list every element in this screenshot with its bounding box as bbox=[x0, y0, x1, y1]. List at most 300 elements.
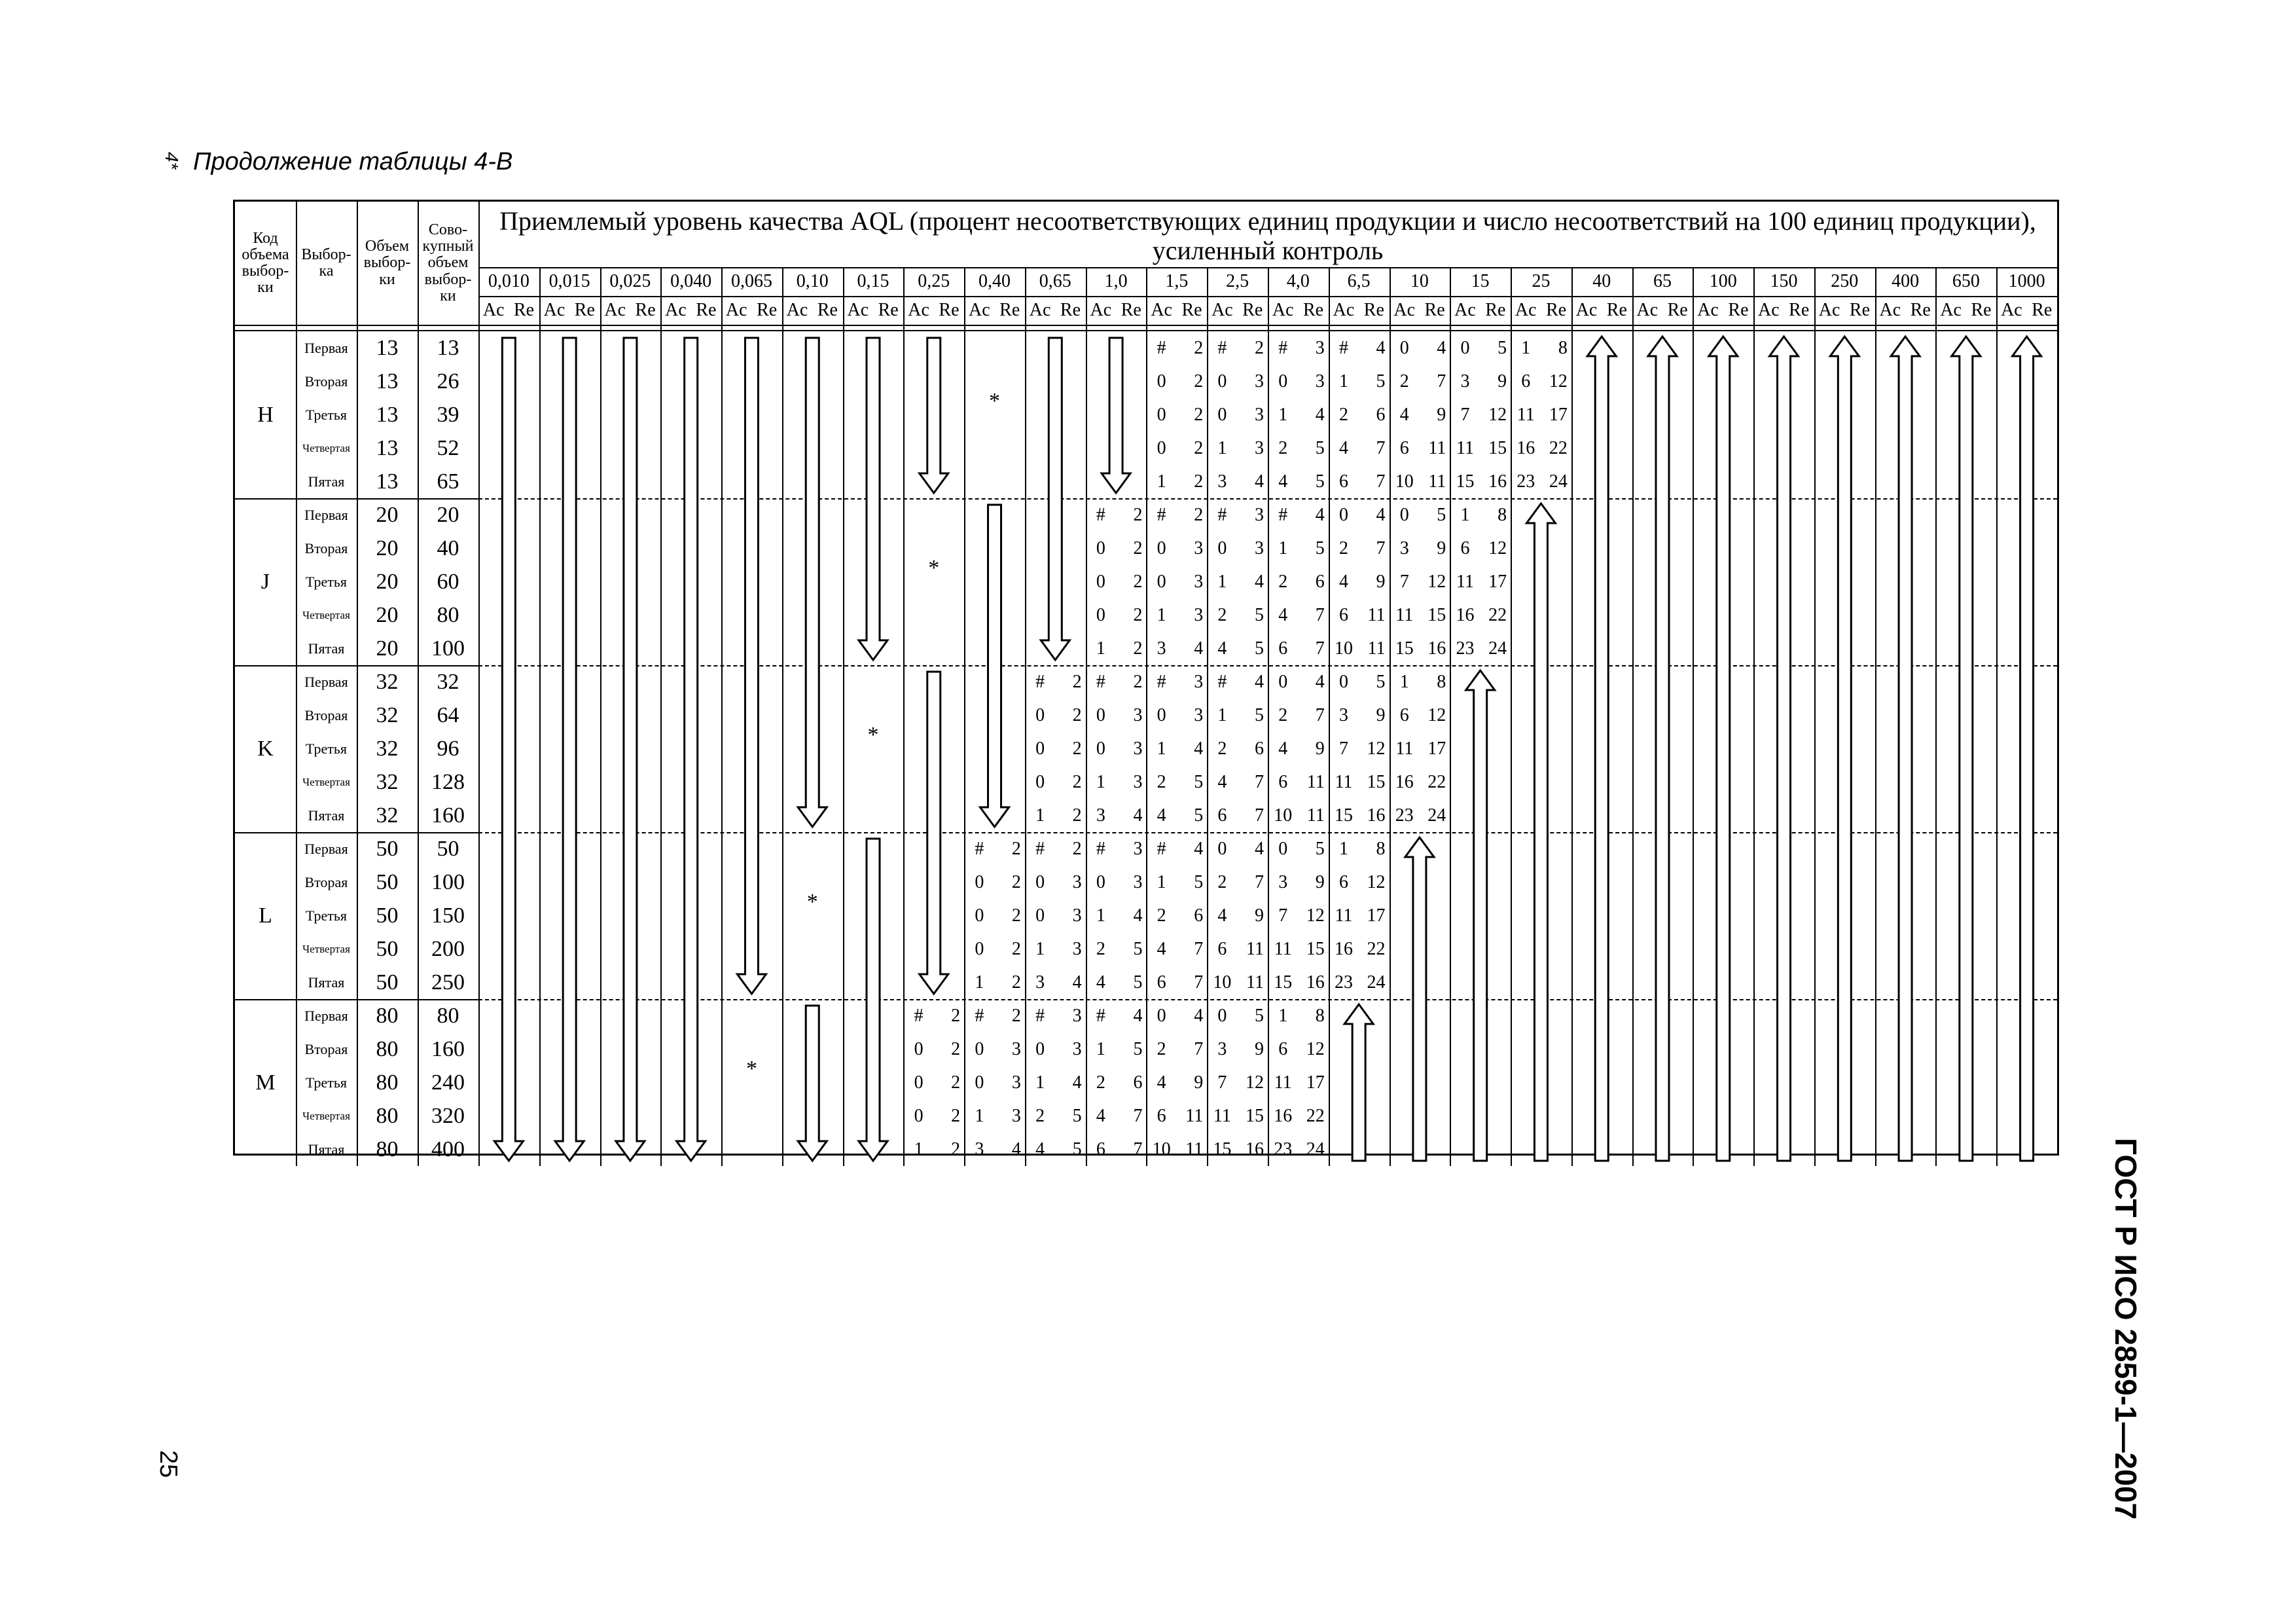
cumulative-size: 40 bbox=[437, 536, 459, 560]
aql-level-2: 0,025 bbox=[609, 271, 651, 292]
rejection-number: 3 bbox=[1194, 704, 1204, 725]
acceptance-number: 2 bbox=[1157, 1038, 1166, 1059]
rejection-number: 4 bbox=[1194, 838, 1204, 859]
acceptance-number: 0 bbox=[975, 938, 984, 959]
acceptance-number: # bbox=[1157, 838, 1166, 859]
rejection-number: 7 bbox=[1315, 704, 1325, 725]
acceptance-number: 1 bbox=[975, 1105, 984, 1126]
sampling-plan-table bbox=[233, 200, 2059, 1161]
sample-size: 20 bbox=[376, 602, 399, 627]
ac-label: Ac bbox=[604, 300, 626, 320]
acceptance-number: 11 bbox=[1274, 1072, 1292, 1093]
acceptance-number: 1 bbox=[1096, 905, 1105, 926]
acceptance-number: 10 bbox=[1334, 638, 1353, 659]
ac-label: Ac bbox=[1151, 300, 1172, 320]
acceptance-number: 4 bbox=[1157, 1072, 1166, 1093]
rejection-number: 4 bbox=[1133, 905, 1143, 926]
rejection-number: 9 bbox=[1315, 871, 1325, 892]
rejection-number: 8 bbox=[1437, 671, 1446, 692]
acceptance-number: 3 bbox=[1217, 1038, 1227, 1059]
rejection-number: 7 bbox=[1376, 538, 1386, 558]
rejection-number: 8 bbox=[1376, 838, 1386, 859]
rejection-number: 7 bbox=[1194, 972, 1204, 993]
arrow-down-icon bbox=[555, 338, 584, 1161]
rejection-number: 22 bbox=[1427, 771, 1446, 792]
acceptance-number: 2 bbox=[1096, 938, 1105, 959]
rejection-number: 2 bbox=[951, 1005, 961, 1026]
acceptance-number: 11 bbox=[1395, 738, 1414, 759]
rejection-number: 5 bbox=[1072, 1139, 1082, 1159]
acceptance-number: 3 bbox=[1460, 371, 1470, 392]
acceptance-number: # bbox=[1035, 838, 1045, 859]
acceptance-number: 1 bbox=[1460, 504, 1470, 525]
cumulative-size: 150 bbox=[431, 903, 465, 928]
cumulative-size: 128 bbox=[431, 769, 465, 794]
rejection-number: 9 bbox=[1437, 538, 1446, 558]
acceptance-number: 0 bbox=[975, 871, 984, 892]
sample-name: Четвертая bbox=[302, 441, 350, 454]
cumulative-size: 32 bbox=[437, 669, 459, 694]
rejection-number: 16 bbox=[1306, 972, 1325, 993]
sample-name: Четвертая bbox=[302, 775, 350, 788]
rejection-number: 24 bbox=[1367, 972, 1386, 993]
acceptance-number: 0 bbox=[975, 1072, 984, 1093]
sample-size: 80 bbox=[376, 1103, 399, 1128]
sample-size: 80 bbox=[376, 1137, 399, 1161]
ac-label: Ac bbox=[969, 300, 990, 320]
rejection-number: 2 bbox=[1133, 538, 1143, 558]
sample-size: 13 bbox=[376, 402, 399, 427]
header-cum-label: Сово-купный объем выбор-ки bbox=[422, 221, 474, 304]
ac-label: Ac bbox=[908, 300, 929, 320]
acceptance-number: 2 bbox=[1157, 771, 1166, 792]
ac-label: Ac bbox=[1333, 300, 1355, 320]
cumulative-size: 13 bbox=[437, 335, 459, 360]
sample-size: 50 bbox=[376, 970, 399, 994]
re-label: Re bbox=[817, 300, 838, 320]
rejection-number: 2 bbox=[1194, 504, 1204, 525]
acceptance-number: 0 bbox=[1035, 738, 1045, 759]
re-label: Re bbox=[1849, 300, 1871, 320]
acceptance-number: 6 bbox=[1096, 1139, 1105, 1159]
acceptance-number: 0 bbox=[1035, 871, 1045, 892]
acceptance-number: 4 bbox=[1096, 1105, 1105, 1126]
acceptance-number: # bbox=[975, 1005, 984, 1026]
rejection-number: 16 bbox=[1427, 638, 1446, 659]
rejection-number: 2 bbox=[1133, 638, 1143, 659]
rejection-number: 24 bbox=[1306, 1139, 1325, 1159]
acceptance-number: # bbox=[1096, 838, 1105, 859]
rejection-number: 4 bbox=[1315, 404, 1325, 425]
rejection-number: 5 bbox=[1133, 1038, 1143, 1059]
rejection-number: 2 bbox=[1194, 471, 1204, 492]
acceptance-number: 0 bbox=[1035, 771, 1045, 792]
rejection-number: 4 bbox=[1376, 504, 1386, 525]
rejection-number: 11 bbox=[1306, 771, 1325, 792]
rejection-number: 3 bbox=[1072, 871, 1082, 892]
rejection-number: 12 bbox=[1306, 1038, 1325, 1059]
acceptance-number: 6 bbox=[1217, 938, 1227, 959]
rejection-number: 2 bbox=[1011, 905, 1021, 926]
acceptance-number: 10 bbox=[1152, 1139, 1171, 1159]
acceptance-number: 0 bbox=[1035, 704, 1045, 725]
acceptance-number: 0 bbox=[914, 1105, 924, 1126]
arrow-down-icon bbox=[616, 338, 645, 1161]
rejection-number: 4 bbox=[1254, 671, 1264, 692]
arrow-down-icon bbox=[980, 505, 1009, 827]
cumulative-size: 80 bbox=[437, 602, 459, 627]
acceptance-number: 4 bbox=[1157, 805, 1166, 826]
acceptance-number: # bbox=[1278, 504, 1288, 525]
rejection-number: 5 bbox=[1194, 805, 1204, 826]
re-label: Re bbox=[878, 300, 899, 320]
cumulative-size: 96 bbox=[437, 736, 459, 761]
sample-size-code: K bbox=[257, 736, 274, 761]
arrow-up-icon bbox=[1587, 337, 1616, 1161]
ac-label: Ac bbox=[1636, 300, 1659, 320]
arrow-down-icon bbox=[494, 338, 523, 1161]
sample-size: 20 bbox=[376, 502, 399, 527]
aql-level-1: 0,015 bbox=[548, 271, 590, 292]
rejection-number: 3 bbox=[1072, 1038, 1082, 1059]
sample-size-code: H bbox=[257, 402, 274, 427]
arrow-up-icon bbox=[1466, 670, 1495, 1161]
rejection-number: 22 bbox=[1549, 437, 1568, 458]
re-label: Re bbox=[635, 300, 656, 320]
acceptance-number: 23 bbox=[1516, 471, 1535, 492]
acceptance-number: 6 bbox=[1278, 771, 1288, 792]
cumulative-size: 39 bbox=[437, 402, 459, 427]
rejection-number: 8 bbox=[1558, 337, 1568, 358]
rejection-number: 15 bbox=[1427, 604, 1446, 625]
acceptance-number: 1 bbox=[1338, 838, 1348, 859]
sample-size-code: M bbox=[255, 1070, 276, 1095]
ac-label: Ac bbox=[1758, 300, 1780, 320]
cumulative-size: 320 bbox=[431, 1103, 465, 1128]
acceptance-number: 0 bbox=[975, 905, 984, 926]
acceptance-number: 1 bbox=[1399, 671, 1409, 692]
acceptance-number: 2 bbox=[1217, 871, 1227, 892]
sample-size: 13 bbox=[376, 369, 399, 393]
rejection-number: 5 bbox=[1376, 371, 1386, 392]
acceptance-number: 7 bbox=[1217, 1072, 1227, 1093]
acceptance-number: 2 bbox=[1338, 538, 1348, 558]
acceptance-number: 4 bbox=[1217, 905, 1227, 926]
acceptance-number: 1 bbox=[1521, 337, 1531, 358]
aql-level-17: 25 bbox=[1532, 271, 1551, 292]
rejection-number: 4 bbox=[1194, 1005, 1204, 1026]
acceptance-number: 3 bbox=[1035, 972, 1045, 993]
rejection-number: 12 bbox=[1549, 371, 1568, 392]
arrow-down-icon bbox=[677, 338, 706, 1161]
acceptance-number: 0 bbox=[1338, 671, 1348, 692]
rejection-number: 2 bbox=[1133, 604, 1143, 625]
rejection-number: 8 bbox=[1498, 504, 1507, 525]
acceptance-number: 23 bbox=[1274, 1139, 1293, 1159]
no-plan-star: * bbox=[928, 556, 940, 581]
acceptance-number: 4 bbox=[1157, 938, 1166, 959]
cumulative-size: 50 bbox=[437, 836, 459, 861]
rejection-number: 3 bbox=[1133, 771, 1143, 792]
arrow-up-icon bbox=[1709, 337, 1738, 1161]
rejection-number: 3 bbox=[1194, 538, 1204, 558]
re-label: Re bbox=[574, 300, 595, 320]
sample-name: Четвертая bbox=[302, 942, 350, 955]
acceptance-number: 1 bbox=[1217, 571, 1227, 592]
aql-level-13: 4,0 bbox=[1286, 271, 1310, 292]
rejection-number: 7 bbox=[1194, 938, 1204, 959]
rejection-number: 2 bbox=[1072, 704, 1082, 725]
rejection-number: 5 bbox=[1133, 972, 1143, 993]
aql-level-12: 2,5 bbox=[1226, 271, 1249, 292]
re-label: Re bbox=[514, 300, 535, 320]
rejection-number: 11 bbox=[1246, 938, 1264, 959]
rejection-number: 3 bbox=[1254, 371, 1264, 392]
sample-name: Вторая bbox=[304, 539, 348, 556]
ac-label: Ac bbox=[1818, 300, 1840, 320]
aql-level-25: 1000 bbox=[2008, 271, 2045, 292]
rejection-number: 6 bbox=[1194, 905, 1204, 926]
no-plan-star: * bbox=[867, 723, 879, 748]
acceptance-number: 15 bbox=[1456, 471, 1475, 492]
sample-name: Вторая bbox=[304, 706, 348, 723]
acceptance-number: 0 bbox=[1035, 905, 1045, 926]
aql-level-7: 0,25 bbox=[918, 271, 950, 292]
rejection-number: 17 bbox=[1488, 571, 1507, 592]
aql-level-24: 650 bbox=[1952, 271, 1980, 292]
header-size-label: Объем выбор-ки bbox=[363, 238, 411, 288]
header-sample-label: Выбор-ка bbox=[301, 246, 351, 280]
rejection-number: 2 bbox=[1194, 337, 1204, 358]
acceptance-number: 3 bbox=[975, 1139, 984, 1159]
rejection-number: 7 bbox=[1194, 1038, 1204, 1059]
ac-label: Ac bbox=[1575, 300, 1598, 320]
rejection-number: 2 bbox=[951, 1038, 961, 1059]
rejection-number: 16 bbox=[1488, 471, 1507, 492]
acceptance-number: 16 bbox=[1274, 1105, 1293, 1126]
acceptance-number: 3 bbox=[1096, 805, 1105, 826]
sample-size: 13 bbox=[376, 435, 399, 460]
acceptance-number: 23 bbox=[1395, 805, 1414, 826]
ac-label: Ac bbox=[1454, 300, 1476, 320]
ac-label: Ac bbox=[665, 300, 687, 320]
rejection-number: 5 bbox=[1254, 604, 1264, 625]
no-plan-star: * bbox=[745, 1057, 757, 1082]
rejection-number: 7 bbox=[1315, 638, 1325, 659]
rejection-number: 3 bbox=[1254, 437, 1264, 458]
rejection-number: 2 bbox=[1254, 337, 1264, 358]
rejection-number: 2 bbox=[1133, 671, 1143, 692]
acceptance-number: 1 bbox=[1157, 738, 1166, 759]
sample-name: Первая bbox=[304, 1007, 348, 1024]
rejection-number: 5 bbox=[1254, 638, 1264, 659]
acceptance-number: 0 bbox=[1157, 571, 1166, 592]
arrow-up-icon bbox=[1648, 337, 1677, 1161]
acceptance-number: 0 bbox=[1399, 337, 1409, 358]
rejection-number: 7 bbox=[1254, 871, 1264, 892]
aql-level-14: 6,5 bbox=[1347, 271, 1371, 292]
rejection-number: 7 bbox=[1437, 371, 1446, 392]
arrow-up-icon bbox=[1770, 337, 1799, 1161]
rejection-number: 6 bbox=[1254, 738, 1264, 759]
rejection-number: 7 bbox=[1133, 1139, 1143, 1159]
rejection-number: 5 bbox=[1437, 504, 1446, 525]
acceptance-number: # bbox=[1217, 337, 1227, 358]
rejection-number: 2 bbox=[1011, 972, 1021, 993]
rejection-number: 4 bbox=[1133, 805, 1143, 826]
acceptance-number: 16 bbox=[1334, 938, 1353, 959]
arrow-down-icon bbox=[1102, 338, 1130, 493]
acceptance-number: 10 bbox=[1274, 805, 1293, 826]
rejection-number: 2 bbox=[1072, 738, 1082, 759]
re-label: Re bbox=[1242, 300, 1263, 320]
rejection-number: 5 bbox=[1376, 671, 1386, 692]
rejection-number: 17 bbox=[1549, 404, 1568, 425]
cumulative-size: 60 bbox=[437, 569, 459, 594]
sample-name: Первая bbox=[304, 506, 348, 523]
sample-name: Пятая bbox=[308, 473, 345, 490]
rejection-number: 7 bbox=[1254, 805, 1264, 826]
aql-level-9: 0,65 bbox=[1039, 271, 1071, 292]
acceptance-number: 1 bbox=[1217, 704, 1227, 725]
rejection-number: 15 bbox=[1488, 437, 1507, 458]
acceptance-number: 4 bbox=[1096, 972, 1105, 993]
rejection-number: 4 bbox=[1376, 337, 1386, 358]
sample-size: 32 bbox=[376, 769, 399, 794]
rejection-number: 2 bbox=[1011, 838, 1021, 859]
rejection-number: 24 bbox=[1549, 471, 1568, 492]
acceptance-number: 1 bbox=[1338, 371, 1348, 392]
arrow-up-icon bbox=[1891, 337, 1920, 1161]
rejection-number: 5 bbox=[1194, 771, 1204, 792]
ac-label: Ac bbox=[725, 300, 747, 320]
arrow-up-icon bbox=[1405, 837, 1434, 1161]
acceptance-number: 2 bbox=[1278, 571, 1288, 592]
sample-size: 50 bbox=[376, 869, 399, 894]
rejection-number: 2 bbox=[1011, 938, 1021, 959]
rejection-number: 4 bbox=[1072, 972, 1082, 993]
aql-level-11: 1,5 bbox=[1165, 271, 1189, 292]
acceptance-number: 6 bbox=[1399, 437, 1409, 458]
sample-size: 80 bbox=[376, 1003, 399, 1028]
acceptance-number: 6 bbox=[1157, 1105, 1166, 1126]
acceptance-number: 0 bbox=[1157, 371, 1166, 392]
rejection-number: 7 bbox=[1376, 471, 1386, 492]
rejection-number: 12 bbox=[1367, 871, 1386, 892]
acceptance-number: 0 bbox=[1278, 371, 1288, 392]
rejection-number: 11 bbox=[1185, 1105, 1204, 1126]
arrow-down-icon bbox=[798, 1006, 827, 1161]
acceptance-number: # bbox=[1217, 671, 1227, 692]
acceptance-number: 0 bbox=[1157, 437, 1166, 458]
rejection-number: 3 bbox=[1315, 371, 1325, 392]
arrow-up-icon bbox=[2013, 337, 2041, 1161]
rejection-number: 9 bbox=[1315, 738, 1325, 759]
rejection-number: 4 bbox=[1011, 1139, 1021, 1159]
continuation-star-mark: 4* bbox=[162, 152, 182, 170]
cumulative-size: 52 bbox=[437, 435, 459, 460]
acceptance-number: 4 bbox=[1217, 771, 1227, 792]
sample-name: Первая bbox=[304, 339, 348, 356]
rejection-number: 17 bbox=[1367, 905, 1386, 926]
re-label: Re bbox=[1910, 300, 1931, 320]
acceptance-number: # bbox=[975, 838, 984, 859]
ac-label: Ac bbox=[786, 300, 808, 320]
cumulative-size: 100 bbox=[431, 636, 465, 661]
rejection-number: 22 bbox=[1488, 604, 1507, 625]
acceptance-number: 1 bbox=[1157, 604, 1166, 625]
sample-size: 50 bbox=[376, 903, 399, 928]
cumulative-size: 64 bbox=[437, 702, 459, 727]
acceptance-number: 6 bbox=[1338, 471, 1348, 492]
ac-label: Ac bbox=[1697, 300, 1719, 320]
rejection-number: 3 bbox=[1072, 905, 1082, 926]
acceptance-number: 2 bbox=[1278, 437, 1288, 458]
acceptance-number: 0 bbox=[1217, 404, 1227, 425]
ac-label: Ac bbox=[1515, 300, 1537, 320]
header-code-label: Код объема выбор-ки bbox=[242, 229, 289, 297]
rejection-number: 11 bbox=[1428, 471, 1446, 492]
acceptance-number: 0 bbox=[1338, 504, 1348, 525]
rejection-number: 12 bbox=[1306, 905, 1325, 926]
acceptance-number: 1 bbox=[1035, 938, 1045, 959]
rejection-number: 12 bbox=[1488, 538, 1507, 558]
rejection-number: 5 bbox=[1194, 871, 1204, 892]
rejection-number: 3 bbox=[1011, 1072, 1021, 1093]
sample-name: Вторая bbox=[304, 1040, 348, 1057]
rejection-number: 11 bbox=[1185, 1139, 1204, 1159]
acceptance-number: 1 bbox=[1217, 437, 1227, 458]
cumulative-size: 400 bbox=[431, 1137, 465, 1161]
rejection-number: 22 bbox=[1367, 938, 1386, 959]
acceptance-number: 11 bbox=[1213, 1105, 1231, 1126]
sample-size: 50 bbox=[376, 936, 399, 961]
rejection-number: 6 bbox=[1376, 404, 1386, 425]
re-label: Re bbox=[1121, 300, 1141, 320]
arrow-up-icon bbox=[1526, 503, 1555, 1161]
rejection-number: 3 bbox=[1254, 504, 1264, 525]
acceptance-number: 0 bbox=[1278, 671, 1288, 692]
acceptance-number: 15 bbox=[1334, 805, 1353, 826]
acceptance-number: 11 bbox=[1395, 604, 1414, 625]
acceptance-number: 4 bbox=[1278, 604, 1288, 625]
acceptance-number: 15 bbox=[1213, 1139, 1232, 1159]
cumulative-size: 26 bbox=[437, 369, 459, 393]
rejection-number: 9 bbox=[1254, 1038, 1264, 1059]
acceptance-number: 1 bbox=[975, 972, 984, 993]
rejection-number: 9 bbox=[1376, 571, 1386, 592]
ac-label: Ac bbox=[1211, 300, 1233, 320]
cumulative-size: 200 bbox=[431, 936, 465, 961]
acceptance-number: 2 bbox=[1096, 1072, 1105, 1093]
re-label: Re bbox=[1060, 300, 1081, 320]
rejection-number: 3 bbox=[1072, 938, 1082, 959]
ac-label: Ac bbox=[1879, 300, 1901, 320]
acceptance-number: 0 bbox=[1096, 571, 1105, 592]
sample-name: Третья bbox=[305, 573, 348, 590]
rejection-number: 2 bbox=[951, 1072, 961, 1093]
aql-level-6: 0,15 bbox=[857, 271, 889, 292]
cumulative-size: 20 bbox=[437, 502, 459, 527]
sample-name: Пятая bbox=[308, 807, 345, 824]
ac-label: Ac bbox=[1090, 300, 1112, 320]
acceptance-number: 6 bbox=[1278, 1038, 1288, 1059]
acceptance-number: # bbox=[1096, 671, 1105, 692]
rejection-number: 3 bbox=[1133, 704, 1143, 725]
sample-name: Четвертая bbox=[302, 608, 350, 621]
sample-size: 32 bbox=[376, 669, 399, 694]
acceptance-number: 1 bbox=[1035, 1072, 1045, 1093]
